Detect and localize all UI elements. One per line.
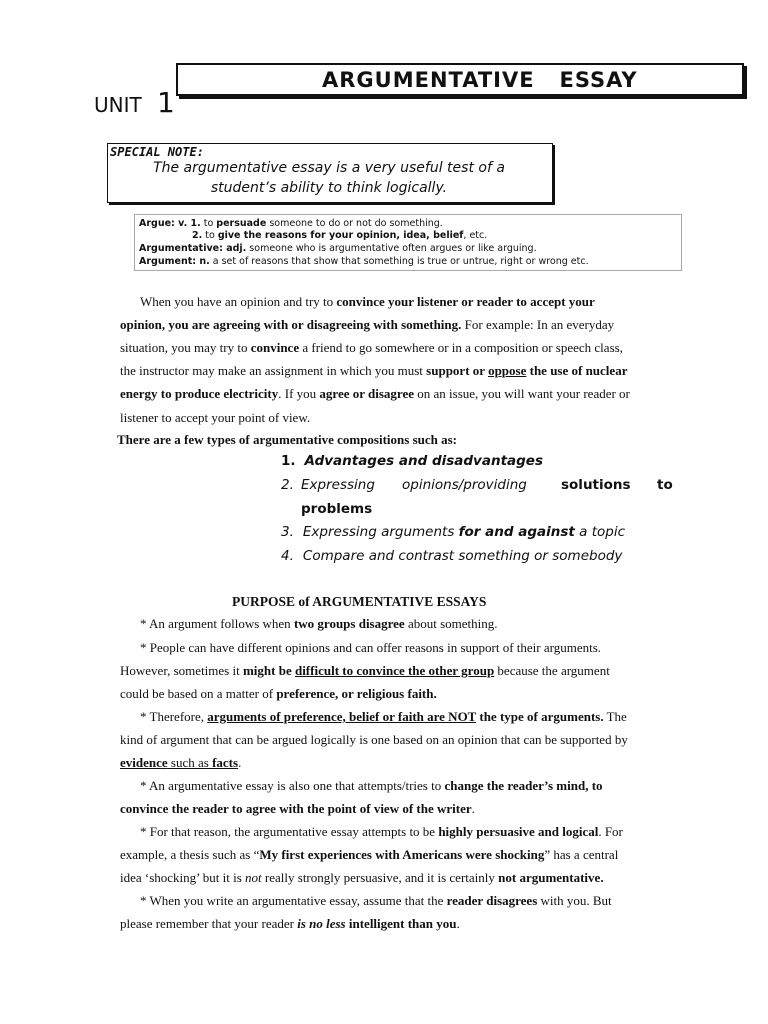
page-title: ARGUMENTATIVE ESSAY [322, 68, 638, 92]
purpose-bullet-6-line-2: please remember that your reader is no less intelligent than you. [120, 916, 460, 931]
purpose-bullet-5-line-2: example, a thesis such as “My first experiences with Americans were shocking” has a central [120, 847, 619, 862]
type-item-4: 4. Compare and contrast something or somebody [281, 548, 623, 564]
definition-argument: Argument: n. a set of reasons that show that something is true or untrue, right or wrong etc. [139, 256, 589, 267]
purpose-bullet-5-line-3: idea ‘shocking’ but it is not really strongly persuasive, and it is certainly not argumentative. [120, 870, 604, 885]
definition-argumentative: Argumentative: adj. someone who is argumentative often argues or like arguing. [139, 243, 537, 254]
special-note-label: SPECIAL NOTE: [110, 145, 204, 159]
special-note-line-2: student’s ability to think logically. [210, 180, 448, 196]
intro-line-3: situation, you may try to convince a friend to go somewhere or in a composition or speech class, [120, 340, 623, 355]
intro-line-5: energy to produce electricity. If you agree or disagree on an issue, you will want your reader or [120, 386, 630, 401]
purpose-bullet-4-line-1: * An argumentative essay is also one that attempts/tries to change the reader’s mind, to [140, 778, 603, 793]
intro-line-6: listener to accept your point of view. [120, 410, 311, 425]
unit-label: UNIT [94, 93, 142, 117]
purpose-bullet-1: * An argument follows when two groups disagree about something. [140, 616, 498, 631]
purpose-bullet-4-line-2: convince the reader to agree with the point of view of the writer. [120, 801, 475, 816]
purpose-bullet-3-line-3: evidence such as facts. [120, 755, 242, 770]
definition-argue-2: 2. to give the reasons for your opinion, idea, belief, etc. [192, 230, 488, 241]
intro-line-4: the instructor may make an assignment in which you must support or oppose the use of nuclear [120, 363, 628, 378]
purpose-heading: PURPOSE of ARGUMENTATIVE ESSAYS [232, 594, 487, 609]
purpose-bullet-2-line-2: However, sometimes it might be difficult to convince the other group because the argument [120, 663, 610, 678]
type-item-3: 3. Expressing arguments for and against a topic [281, 524, 626, 540]
special-note-line-1: The argumentative essay is a very useful test of a [153, 160, 505, 176]
purpose-bullet-2-line-3: could be based on a matter of preference, or religious faith. [120, 686, 437, 701]
purpose-bullet-5-line-1: * For that reason, the argumentative essay attempts to be highly persuasive and logical. For [140, 824, 623, 839]
purpose-bullet-2-line-1: * People can have different opinions and can offer reasons in support of their arguments. [140, 640, 602, 655]
type-item-2: 2. Expressing opinions/providing solutions to [281, 477, 673, 493]
types-heading: There are a few types of argumentative compositions such as: [117, 432, 458, 447]
type-item-2-continued: problems [301, 501, 373, 517]
unit-number: 1 [157, 86, 175, 119]
type-item-1: 1. Advantages and disadvantages [281, 453, 543, 469]
intro-line-1: When you have an opinion and try to convince your listener or reader to accept your [140, 294, 595, 309]
definition-argue-1: Argue: v. 1. to persuade someone to do or not do something. [139, 218, 443, 229]
purpose-bullet-6-line-1: * When you write an argumentative essay, assume that the reader disagrees with you. But [140, 893, 612, 908]
purpose-bullet-3-line-1: * Therefore, arguments of preference, belief or faith are NOT the type of arguments. The [140, 709, 627, 724]
purpose-bullet-3-line-2: kind of argument that can be argued logically is one based on an opinion that can be supported by [120, 732, 628, 747]
intro-line-2: opinion, you are agreeing with or disagreeing with something. For example: In an everyday [120, 317, 615, 332]
